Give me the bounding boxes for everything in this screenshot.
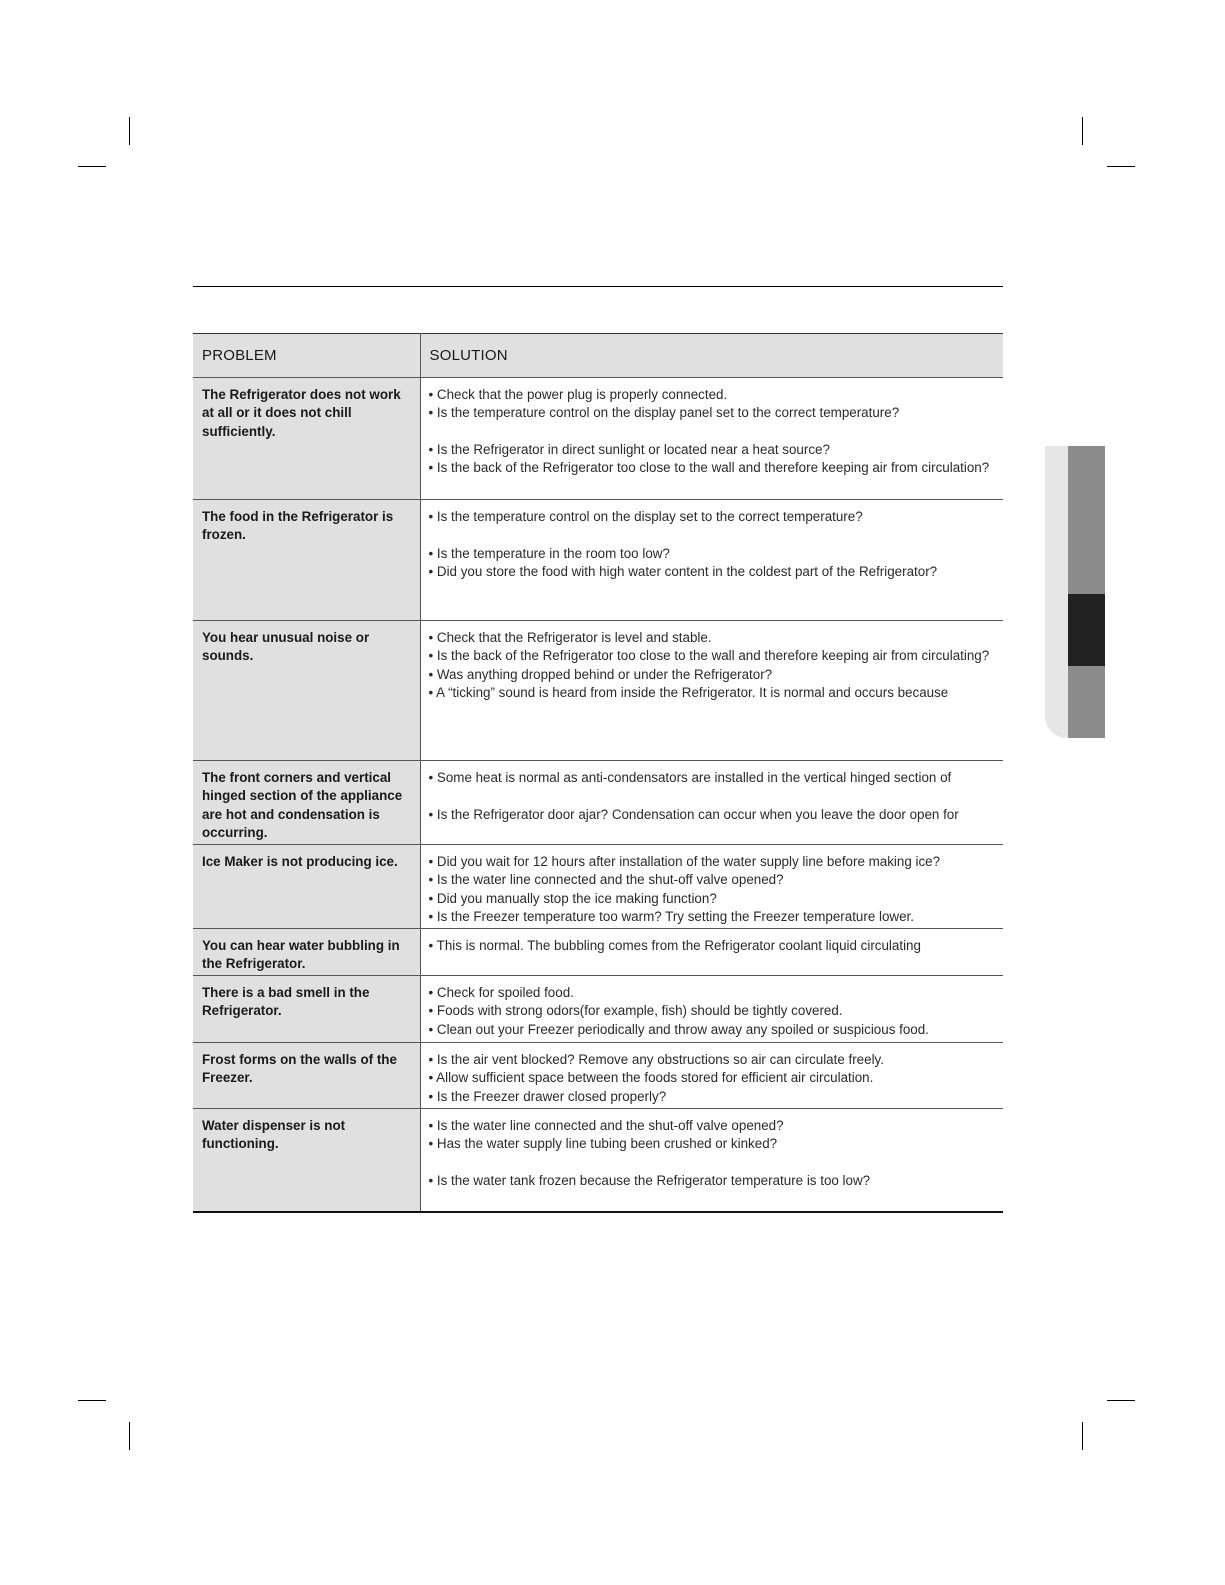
solution-item: • Some heat is normal as anti-condensators are installed in the vertical hinged section of <box>428 770 952 785</box>
solution-spacer <box>429 1154 995 1172</box>
solution-item: • Check for spoiled food. <box>428 985 574 1000</box>
crop-mark-bottom-right-horizontal <box>1107 1400 1135 1401</box>
crop-mark-bottom-right-vertical <box>1082 1422 1083 1450</box>
solution-item: • Is the water line connected and the shut-off valve opened? <box>428 872 784 888</box>
crop-mark-top-right-vertical <box>1082 117 1083 145</box>
problem-cell: You hear unusual noise or sounds. <box>193 621 420 761</box>
solution-cell <box>420 845 1003 929</box>
problem-cell: There is a bad smell in the Refrigerator. <box>193 976 420 1043</box>
problem-column-header: PROBLEM <box>193 334 420 378</box>
problem-cell: Ice Maker is not producing ice. <box>193 845 420 929</box>
problem-cell: The Refrigerator does not work at all or it does not chill sufficiently. <box>193 378 420 500</box>
table-row <box>193 976 1003 1043</box>
solution-item: • Is the water line connected and the shut-off valve opened? <box>428 1118 784 1133</box>
side-tab-upper <box>1068 446 1105 594</box>
table-row <box>193 1043 1003 1109</box>
solution-spacer <box>429 526 995 544</box>
problem-cell: The front corners and vertical hinged section of the appliance are hot and condensation is occurring. <box>193 761 420 845</box>
solution-cell <box>420 1109 1003 1212</box>
crop-mark-bottom-left-horizontal <box>78 1400 106 1401</box>
solution-item: • Is the back of the Refrigerator too close to the wall and therefore keeping air from circulation? <box>428 460 990 476</box>
solution-spacer <box>429 423 995 441</box>
solution-item: • Is the air vent blocked? Remove any obstructions so air can circulate freely. <box>428 1052 884 1067</box>
solution-item: • Is the water tank frozen because the Refrigerator temperature is too low? <box>428 1172 871 1188</box>
solution-item: • Is the Freezer drawer closed properly? <box>428 1088 667 1104</box>
solution-item: • Did you store the food with high water content in the coldest part of the Refrigerator? <box>428 563 938 579</box>
solution-item: • Has the water supply line tubing been crushed or kinked? <box>428 1136 778 1152</box>
table-row <box>193 845 1003 929</box>
table-body <box>193 378 1003 1212</box>
solution-item: • Is the Refrigerator in direct sunlight or located near a heat source? <box>428 441 830 457</box>
solution-cell <box>420 378 1003 500</box>
problem-cell: Water dispenser is not functioning. <box>193 1109 420 1212</box>
chapter-side-tabs <box>1045 446 1105 738</box>
solution-column-header: SOLUTION <box>420 334 1003 378</box>
solution-item: • Is the temperature control on the display panel set to the correct temperature? <box>428 405 900 421</box>
crop-mark-top-right-horizontal <box>1107 166 1135 167</box>
solution-item: • Is the temperature in the room too low? <box>428 545 670 561</box>
solution-cell <box>420 929 1003 976</box>
solution-spacer <box>429 1190 995 1208</box>
solution-cell <box>420 976 1003 1043</box>
table-header-row <box>193 334 1003 378</box>
solution-cell <box>420 500 1003 621</box>
solution-item: • Clean out your Freezer periodically and throw away any spoiled or suspicious food. <box>428 1021 929 1037</box>
solution-cell <box>420 761 1003 845</box>
solution-spacer <box>429 702 995 720</box>
solution-spacer <box>429 599 995 617</box>
solution-item: • Foods with strong odors(for example, fish) should be tightly covered. <box>428 1003 843 1019</box>
solution-cell <box>420 621 1003 761</box>
header-rule <box>193 286 1003 287</box>
solution-item: • Did you manually stop the ice making function? <box>428 890 717 906</box>
solution-item: • Check that the Refrigerator is level and stable. <box>428 630 712 645</box>
side-tab-active <box>1068 594 1105 666</box>
crop-mark-top-left-horizontal <box>78 166 106 167</box>
table-row <box>193 761 1003 845</box>
crop-mark-top-left-vertical <box>129 117 130 145</box>
solution-item: • A “ticking” sound is heard from inside the Refrigerator. It is normal and occurs because <box>428 684 949 700</box>
troubleshooting-table <box>193 333 1003 1213</box>
table-row <box>193 1109 1003 1212</box>
solution-item: • Is the temperature control on the display set to the correct temperature? <box>428 509 863 524</box>
table-row <box>193 378 1003 500</box>
table-row <box>193 621 1003 761</box>
solution-item: • Is the back of the Refrigerator too close to the wall and therefore keeping air from circulating? <box>428 648 990 664</box>
crop-mark-bottom-left-vertical <box>129 1422 130 1450</box>
solution-item: • Is the Freezer temperature too warm? Try setting the Freezer temperature lower. <box>428 908 914 924</box>
solution-cell <box>420 1043 1003 1109</box>
solution-item: • Check that the power plug is properly connected. <box>428 387 728 402</box>
problem-cell: You can hear water bubbling in the Refrigerator. <box>193 929 420 976</box>
solution-spacer <box>429 720 995 738</box>
solution-spacer <box>429 787 995 805</box>
solution-item: • Was anything dropped behind or under the Refrigerator? <box>428 666 773 682</box>
problem-cell: The food in the Refrigerator is frozen. <box>193 500 420 621</box>
side-tab-lower <box>1068 666 1105 738</box>
solution-item: • Did you wait for 12 hours after installation of the water supply line before making ice? <box>428 854 941 869</box>
solution-item: • Is the Refrigerator door ajar? Condensation can occur when you leave the door open for <box>428 806 959 822</box>
solution-spacer <box>429 581 995 599</box>
problem-cell: Frost forms on the walls of the Freezer. <box>193 1043 420 1109</box>
table-row <box>193 500 1003 621</box>
solution-item: • Allow sufficient space between the foods stored for efficient air circulation. <box>428 1070 874 1086</box>
table-row <box>193 929 1003 976</box>
solution-item: • This is normal. The bubbling comes from the Refrigerator coolant liquid circulating <box>428 938 921 953</box>
